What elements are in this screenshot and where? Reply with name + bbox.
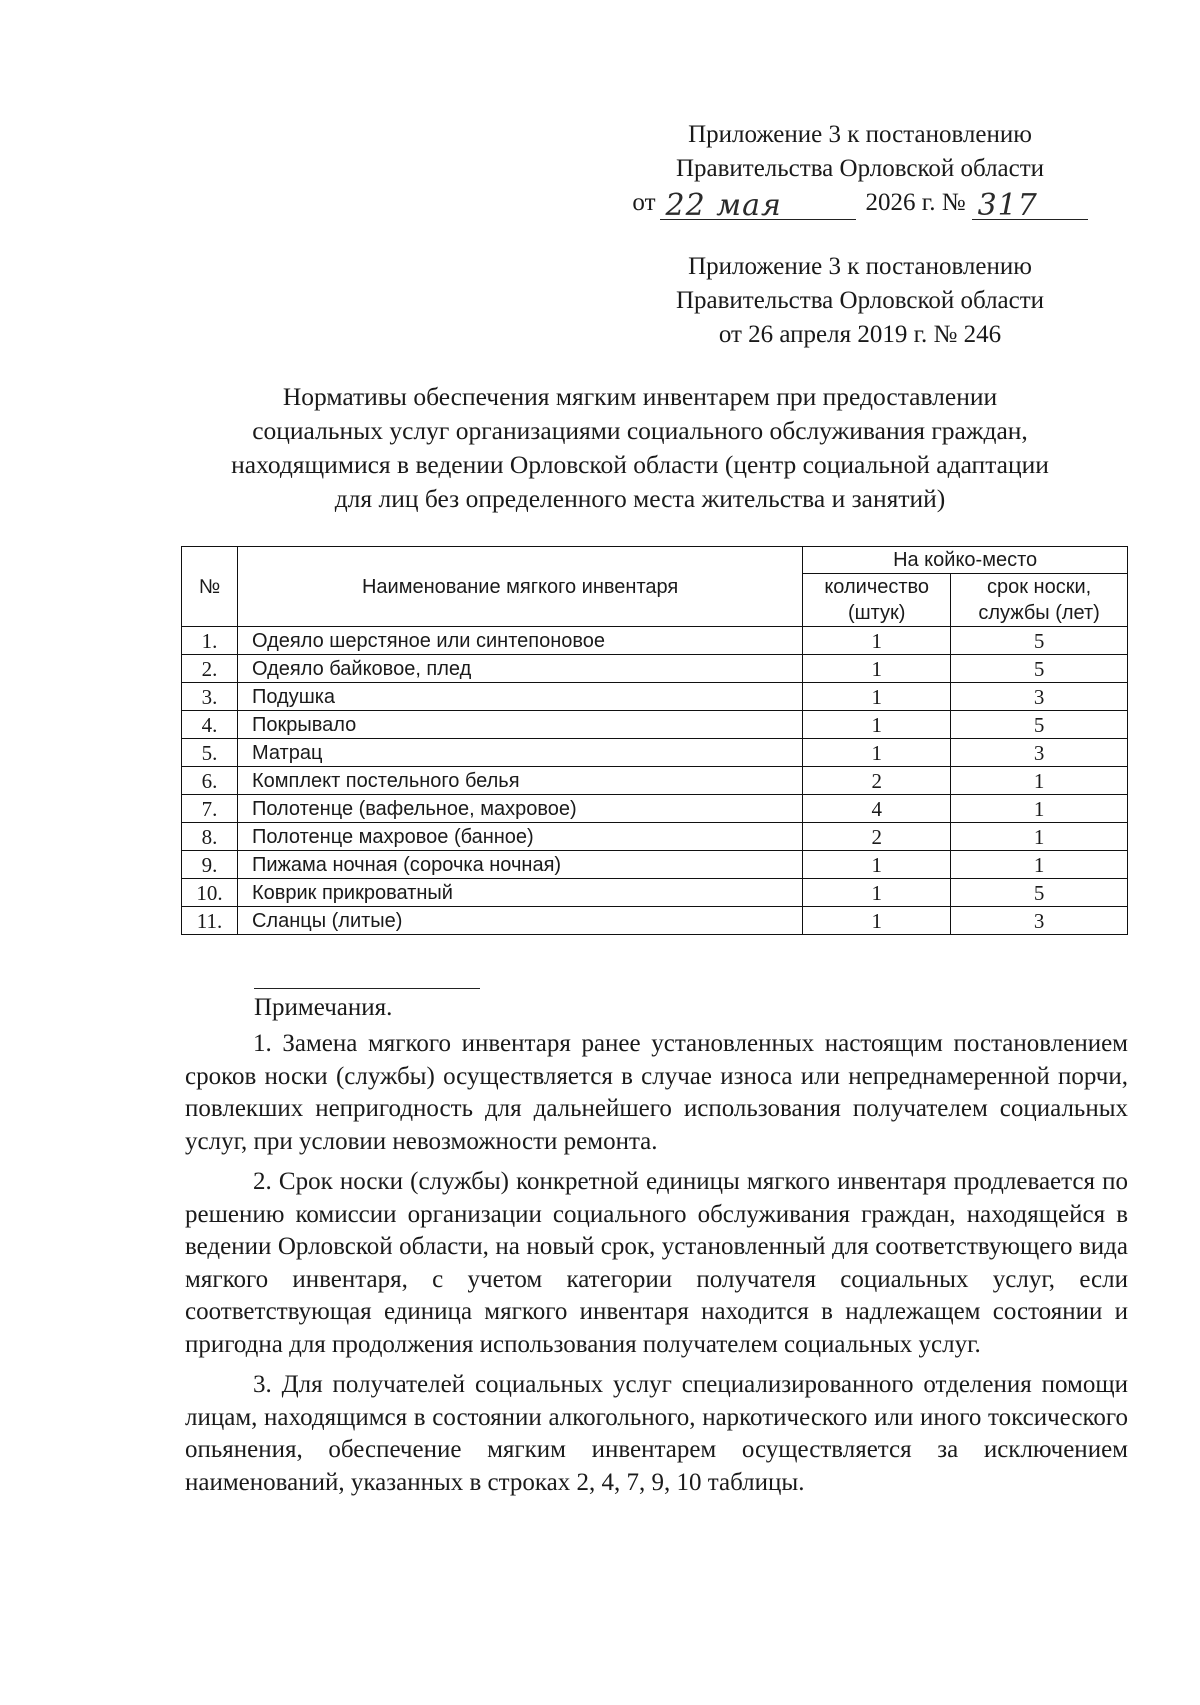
note-item: 2. Срок носки (службы) конкретной единицы мягкого инвентаря продлевается по решению комиссии организации социального обслуживания граждан, находящейся в ведении Орловской области, на новый срок, установленный для соответствующего вида мягкого инвентаря, с учетом категории получателя социальных услуг, если соответствующая единица мягкого инвентаря находится в надлежащем состоянии и пригодна для продолжения использования получателем социальных услуг. [185, 1168, 1128, 1358]
row-quantity: 2 [803, 823, 951, 851]
amendment-header-line1: Приложение 3 к постановлению [688, 121, 1032, 148]
col-header-name: Наименование мягкого инвентаря [237, 547, 802, 627]
col-header-quantity: количество (штук) [803, 574, 951, 627]
note-item: 1. Замена мягкого инвентаря ранее установленных настоящим постановлением сроков носки (службы) осуществляется в случае износа или непреднамеренной порчи, повлекших непригодность для дальнейшего использования получателем социальных услуг, при условии невозможности ремонта. [185, 1030, 1128, 1155]
row-number: 9. [182, 851, 238, 879]
row-quantity: 1 [803, 627, 951, 655]
table-row [182, 823, 1128, 851]
row-number: 7. [182, 795, 238, 823]
row-item-name: Матрац [237, 739, 802, 767]
row-term: 1 [951, 823, 1128, 851]
table-row [182, 767, 1128, 795]
notes-separator [254, 988, 480, 989]
row-term: 1 [951, 851, 1128, 879]
amendment-header [600, 118, 1120, 223]
table-row [182, 879, 1128, 907]
row-number: 6. [182, 767, 238, 795]
col-header-number: № [182, 547, 238, 627]
table-row [182, 627, 1128, 655]
row-item-name: Коврик прикроватный [237, 879, 802, 907]
row-item-name: Полотенце махровое (банное) [237, 823, 802, 851]
row-term: 5 [951, 879, 1128, 907]
title-line1: Нормативы обеспечения мягким инвентарем при предоставлении [282, 382, 998, 411]
row-term: 3 [951, 739, 1128, 767]
row-number: 11. [182, 907, 238, 935]
col-header-term: срок носки, службы (лет) [951, 574, 1128, 627]
table-row [182, 907, 1128, 935]
row-quantity: 1 [803, 711, 951, 739]
table-row [182, 683, 1128, 711]
row-item-name: Сланцы (литые) [237, 907, 802, 935]
original-header [600, 250, 1120, 352]
amendment-header-line2: Правительства Орловской области [675, 155, 1045, 182]
row-quantity: 1 [803, 907, 951, 935]
title-line4: для лиц без определенного места жительства и занятий) [334, 484, 946, 513]
table-row [182, 739, 1128, 767]
table-row [182, 795, 1128, 823]
title-line3: находящимися в ведении Орловской области (центр социальной адаптации [231, 450, 1049, 479]
row-quantity: 1 [803, 739, 951, 767]
row-quantity: 1 [803, 655, 951, 683]
row-term: 5 [951, 655, 1128, 683]
handwritten-date: 22 мая [665, 188, 782, 223]
row-quantity: 4 [803, 795, 951, 823]
row-term: 1 [951, 795, 1128, 823]
row-number: 5. [182, 739, 238, 767]
handwritten-number-field [972, 188, 1088, 223]
handwritten-number: 317 [977, 188, 1038, 223]
row-number: 2. [182, 655, 238, 683]
row-item-name: Одеяло шерстяное или синтепоновое [237, 627, 802, 655]
col-header-per-bed: На койко-место [803, 547, 1128, 574]
row-item-name: Комплект постельного белья [237, 767, 802, 795]
row-quantity: 2 [803, 767, 951, 795]
row-number: 4. [182, 711, 238, 739]
note-item: 3. Для получателей социальных услуг специализированного отделения помощи лицам, находящимся в состоянии алкогольного, наркотического или иного токсического опьянения, обеспечение мягким инвентарем осуществляется за исключением наименований, указанных в строках 2, 4, 7, 9, 10 таблицы. [185, 1371, 1128, 1496]
table-row [182, 851, 1128, 879]
notes-heading: Примечания. [254, 994, 393, 1021]
row-quantity: 1 [803, 851, 951, 879]
row-quantity: 1 [803, 683, 951, 711]
row-number: 1. [182, 627, 238, 655]
row-term: 3 [951, 907, 1128, 935]
row-item-name: Одеяло байковое, плед [237, 655, 802, 683]
original-header-line3: от 26 апреля 2019 г. № 246 [718, 321, 1002, 348]
table-row [182, 655, 1128, 683]
title-line2: социальных услуг организациями социального обслуживания граждан, [252, 416, 1028, 445]
document-title [160, 380, 1120, 516]
row-item-name: Полотенце (вафельное, махровое) [237, 795, 802, 823]
amendment-date-line [600, 186, 1120, 223]
row-item-name: Пижама ночная (сорочка ночная) [237, 851, 802, 879]
row-term: 5 [951, 711, 1128, 739]
row-quantity: 1 [803, 879, 951, 907]
table-row [182, 711, 1128, 739]
row-item-name: Покрывало [237, 711, 802, 739]
row-term: 3 [951, 683, 1128, 711]
original-header-line2: Правительства Орловской области [675, 287, 1045, 314]
row-number: 3. [182, 683, 238, 711]
row-number: 10. [182, 879, 238, 907]
original-header-line1: Приложение 3 к постановлению [688, 253, 1032, 280]
inventory-table-body [182, 627, 1128, 935]
inventory-table [181, 546, 1128, 935]
row-item-name: Подушка [237, 683, 802, 711]
handwritten-date-field [660, 188, 856, 223]
from-prefix: от [632, 189, 656, 216]
row-term: 1 [951, 767, 1128, 795]
row-number: 8. [182, 823, 238, 851]
row-term: 5 [951, 627, 1128, 655]
year-text: 2026 г. № [865, 189, 966, 216]
notes-body [185, 1028, 1128, 1507]
